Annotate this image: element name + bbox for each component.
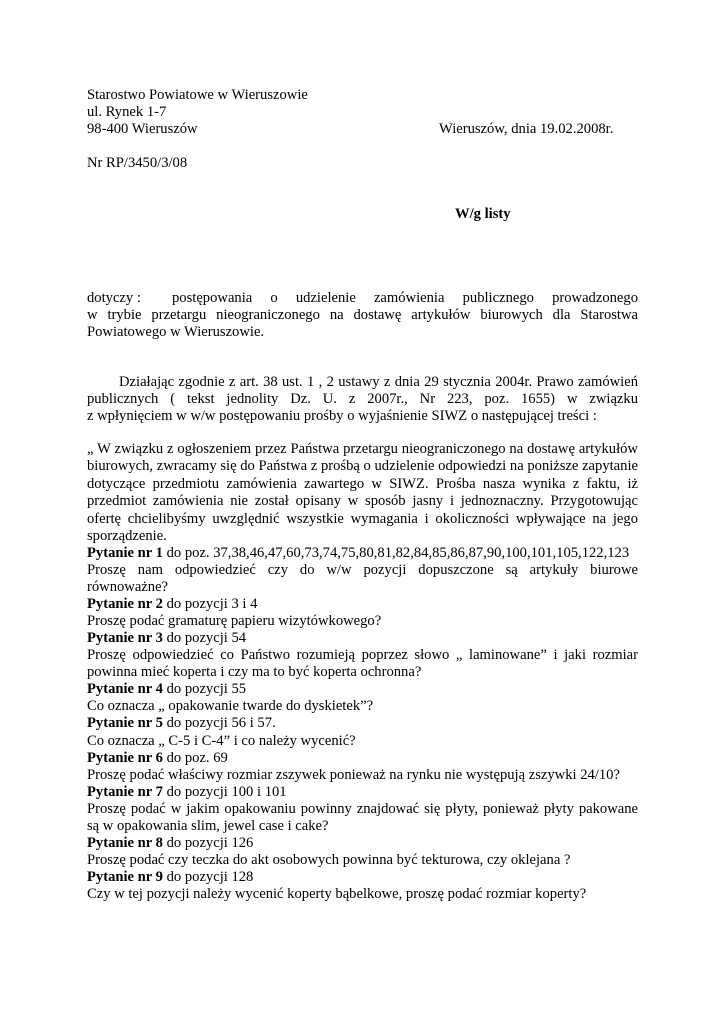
intro-line-3: z wpłynięciem w w/w postępowaniu prośby o wyjaśnienie SIWZ o następującej treści : (87, 408, 597, 424)
question-label: Pytanie nr 1 (87, 545, 163, 561)
quote-line-4: przedmiot zamówienia nie został opisany w sposób jasny i jednoznaczny. Przygotowując (87, 493, 638, 510)
question-label: Pytanie nr 4 (87, 681, 163, 698)
quote-paragraph (87, 441, 638, 545)
question-7-text: Proszę podać w jakim opakowaniu powinny znajdować się płyty, ponieważ płyty pakowane (87, 800, 638, 817)
question-9-heading (87, 869, 638, 886)
quote-line-3: dotyczące przedmiotu zamówienia zawartego w SIWZ. Prośba nasza wynika z faktu, iż (87, 475, 638, 492)
sender-street: ul. Rynek 1-7 (87, 104, 167, 120)
question-3-text: Proszę odpowiedzieć co Państwo rozumieją poprzez słowo „ laminowane” i jaki rozmiar (87, 647, 638, 664)
question-1-heading (87, 545, 638, 562)
reference-number: Nr RP/3450/3/08 (87, 155, 188, 171)
question-label: Pytanie nr 9 (87, 868, 163, 885)
question-ref: do pozycji 55 (162, 681, 247, 698)
subject-label: dotyczy : (87, 290, 141, 306)
question-5-text: Co oznacza „ C-5 i C-4” i co należy wycenić? (87, 732, 356, 749)
question-label: Pytanie nr 6 (87, 749, 163, 766)
sender-name: Starostwo Powiatowe w Wieruszowie (87, 87, 308, 103)
question-ref: do pozycji 128 (162, 868, 254, 885)
question-ref: do pozycji 3 i 4 (162, 596, 258, 613)
question-4-text: Co oznacza „ opakowanie twarde do dyskietek”? (87, 698, 374, 715)
question-ref: do pozycji 54 (162, 630, 247, 647)
subject-line-2: w trybie przetargu nieograniczonego na dostawę artykułów biurowych dla Starostwa (87, 307, 638, 323)
question-2-heading (87, 596, 638, 613)
quote-line-2: biurowych, zwracamy się do Państwa z prośbą o udzielenie odpowiedzi na poniższe zapytanie (87, 458, 638, 475)
question-8-heading (87, 835, 638, 852)
question-ref: do pozycji 56 i 57. (162, 715, 276, 732)
questions-list (87, 545, 638, 903)
quote-line-5: ofertę chcielibyśmy uwzględnić wszystkie wymagania i okoliczności wpływające na jego (87, 510, 638, 527)
sender-postal-city: 98-400 Wieruszów (87, 121, 198, 137)
question-4-heading (87, 681, 638, 698)
subject-line-3: Powiatowego w Wieruszowie. (87, 324, 265, 340)
question-7-heading (87, 784, 638, 801)
question-1-text: Proszę nam odpowiedzieć czy do w/w pozycji dopuszczone są artykuły biurowe (87, 562, 638, 579)
question-label: Pytanie nr 5 (87, 715, 163, 732)
question-3-text-cont: powinna mieć koperta i czy ma to być koperta ochronna? (87, 664, 422, 681)
question-ref: do pozycji 100 i 101 (162, 783, 287, 800)
question-label: Pytanie nr 8 (87, 834, 163, 851)
question-7-text-cont: są w opakowania slim, jewel case i cake? (87, 817, 329, 834)
question-label: Pytanie nr 3 (87, 630, 163, 647)
question-label: Pytanie nr 2 (87, 596, 163, 613)
question-6-text: Proszę podać właściwy rozmiar zszywek ponieważ na rynku nie występują zszywki 24/10? (87, 766, 620, 783)
question-3-heading (87, 630, 638, 647)
question-ref: do poz. 69 (162, 749, 228, 766)
question-1-text-cont: równoważne? (87, 579, 169, 596)
question-2-text: Proszę podać gramaturę papieru wizytówkowego? (87, 613, 382, 630)
question-5-heading (87, 715, 638, 732)
question-ref: do pozycji 126 (162, 834, 254, 851)
question-label: Pytanie nr 7 (87, 783, 163, 800)
question-ref: do poz. 37,38,46,47,60,73,74,75,80,81,82,84,85,86,87,90,100,101,105,122,123 (162, 545, 630, 561)
subject-line-1: postępowania o udzielenie zamówienia publicznego prowadzonego (172, 290, 638, 306)
question-8-text: Proszę podać czy teczka do akt osobowych powinna być tekturowa, czy oklejana ? (87, 851, 571, 868)
question-9-text: Czy w tej pozycji należy wycenić koperty bąbelkowe, proszę podać rozmiar koperty? (87, 885, 587, 902)
question-6-heading (87, 750, 638, 767)
addressee: W/g listy (455, 206, 511, 222)
intro-line-1: Działając zgodnie z art. 38 ust. 1 , 2 ustawy z dnia 29 stycznia 2004r. Prawo zamówień (119, 374, 638, 390)
quote-line-6: sporządzenie. (87, 528, 167, 545)
quote-line-1: „ W związku z ogłoszeniem przez Państwa przetargu nieograniczonego na dostawę artykułów (87, 441, 638, 457)
intro-line-2: publicznych ( tekst jednolity Dz. U. z 2007r., Nr 223, poz. 1655) w związku (87, 391, 638, 407)
place-date: Wieruszów, dnia 19.02.2008r. (439, 121, 614, 137)
